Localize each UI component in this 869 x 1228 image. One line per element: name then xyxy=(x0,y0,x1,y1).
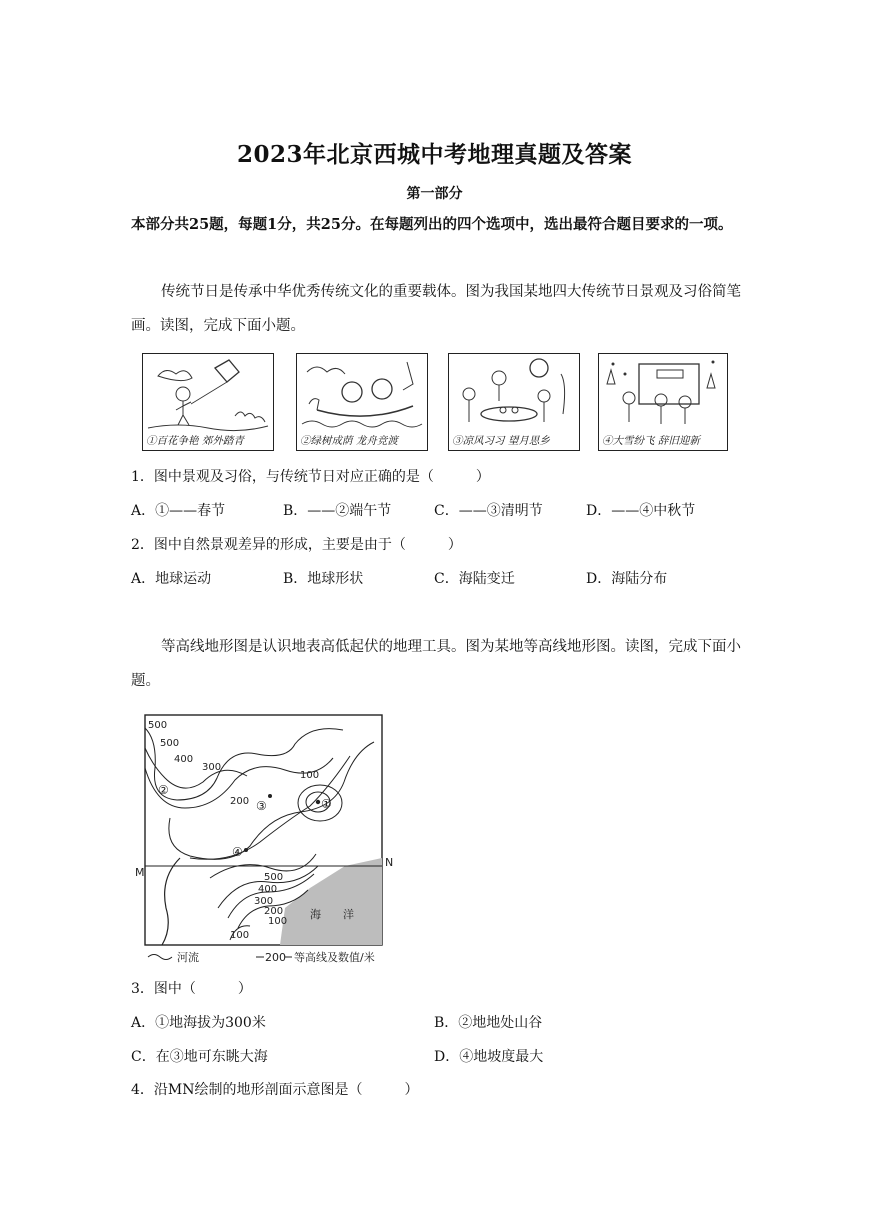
q2-option-a[interactable]: A．地球运动 xyxy=(131,571,212,587)
q2-option-d[interactable]: D．海陆分布 xyxy=(586,571,668,587)
question-3-stem: 3．图中（ ） xyxy=(131,981,252,997)
ocean-label: 海 洋 xyxy=(310,908,354,921)
section-title: 第一部分 xyxy=(406,186,463,202)
contour-label: 100 xyxy=(230,930,250,941)
q1-option-c[interactable]: C．——③清明节 xyxy=(434,503,543,519)
label-m: M xyxy=(135,866,145,879)
contour-label: 200 xyxy=(230,796,250,807)
contour-label: 200 xyxy=(264,906,284,917)
festival-panel-4 xyxy=(598,353,728,451)
contour-label: 500 xyxy=(160,738,180,749)
label-n: N xyxy=(385,856,394,869)
point-label-1: ① xyxy=(321,797,332,811)
contour-label: 400 xyxy=(258,884,278,895)
q1-option-d[interactable]: D．——④中秋节 xyxy=(586,503,696,519)
point-1 xyxy=(316,800,320,804)
point-3 xyxy=(268,794,272,798)
q3-option-a[interactable]: A．①地海拔为300米 xyxy=(131,1015,266,1031)
passage-contour: 等高线地形图是认识地表高低起伏的地理工具。图为某地等高线地形图。读图，完成下面小题。 xyxy=(131,639,741,689)
point-label-4: ④ xyxy=(232,845,243,859)
q2-option-c[interactable]: C．海陆变迁 xyxy=(434,571,515,587)
legend-river-label: 河流 xyxy=(177,951,199,964)
panel-caption-1: ①百花争艳 郊外踏青 xyxy=(146,435,244,447)
point-label-3: ③ xyxy=(256,799,267,813)
contour-label: 100 xyxy=(300,770,320,781)
contour-label: 500 xyxy=(148,720,168,731)
legend-river-symbol xyxy=(148,955,172,960)
point-4 xyxy=(244,848,248,852)
new-year-snow-illustration xyxy=(599,354,727,434)
dragon-boat-illustration xyxy=(297,354,427,434)
festival-panel-2 xyxy=(296,353,428,451)
panel-caption-4: ④大雪纷飞 辞旧迎新 xyxy=(602,435,700,447)
contour-label: 500 xyxy=(264,872,284,883)
panel-caption-2: ②绿树成荫 龙舟竞渡 xyxy=(300,435,398,447)
passage-festivals: 传统节日是传承中华优秀传统文化的重要载体。图为我国某地四大传统节日景观及习俗简笔画。读图，完成下面小题。 xyxy=(131,284,741,334)
q1-option-a[interactable]: A．①——春节 xyxy=(131,503,226,519)
panel-caption-3: ③凉风习习 望月思乡 xyxy=(452,435,550,447)
contour-label: 100 xyxy=(268,916,288,927)
moon-viewing-illustration xyxy=(449,354,579,434)
point-label-2: ② xyxy=(158,783,169,797)
q3-option-d[interactable]: D．④地坡度最大 xyxy=(434,1049,544,1065)
contour-label: 400 xyxy=(174,754,194,765)
instructions: 本部分共25题，每题1分，共25分。在每题列出的四个选项中，选出最符合题目要求的一项。 xyxy=(131,216,733,233)
festival-panel-1 xyxy=(142,353,274,451)
spring-outing-illustration xyxy=(143,354,273,434)
q2-option-b[interactable]: B．地球形状 xyxy=(283,571,364,587)
legend-contour-value: 200 xyxy=(265,951,286,964)
contour-label: 300 xyxy=(202,762,222,773)
question-1-stem: 1．图中景观及习俗，与传统节日对应正确的是（ ） xyxy=(131,469,490,485)
page-title: 2023年北京西城中考地理真题及答案 xyxy=(236,141,632,168)
question-4-stem: 4．沿MN绘制的地形剖面示意图是（ ） xyxy=(131,1082,419,1098)
q3-option-b[interactable]: B．②地地处山谷 xyxy=(434,1015,543,1031)
contour-label: 300 xyxy=(254,896,274,907)
q3-option-c[interactable]: C．在③地可东眺大海 xyxy=(131,1049,268,1065)
question-2-stem: 2．图中自然景观差异的形成，主要是由于（ ） xyxy=(131,537,462,553)
legend-contour-label: 等高线及数值/米 xyxy=(294,951,375,964)
festival-panel-3 xyxy=(448,353,580,451)
contour-map xyxy=(130,708,400,968)
q1-option-b[interactable]: B．——②端午节 xyxy=(283,503,392,519)
